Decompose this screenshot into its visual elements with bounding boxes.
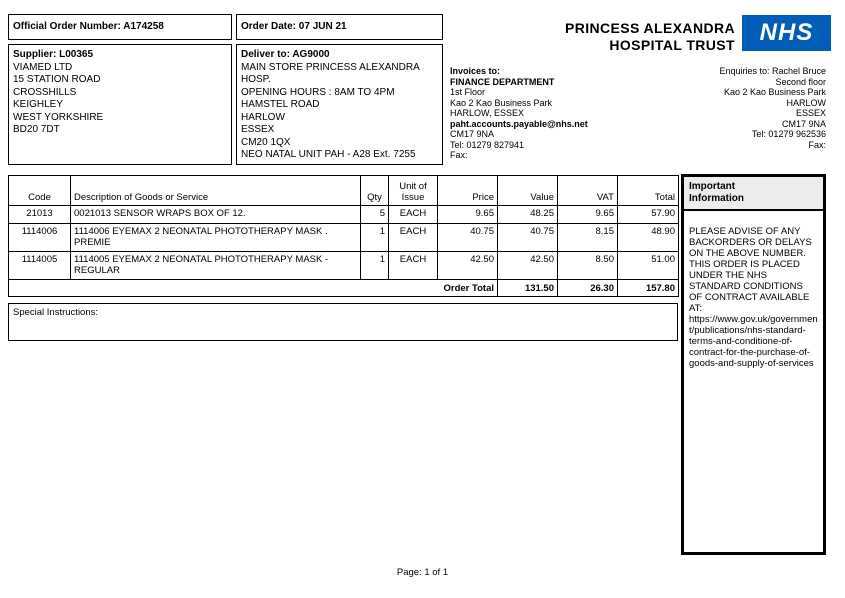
deliver-to-code: AG9000 [292,49,330,60]
col-header-description: Description of Goods or Service [71,176,361,206]
invoices-to-label: Invoices to: [450,66,501,76]
cell-unit: EACH [389,224,438,252]
supplier-address: VIAMED LTD 15 STATION ROAD CROSSHILLS KEIGHLEY WEST YORKSHIRE BD20 7DT [13,61,104,135]
col-header-code: Code [9,176,71,206]
trust-name-line2: HOSPITAL TRUST [609,37,735,53]
deliver-to-label: Deliver to: [241,49,290,60]
col-header-value: Value [498,176,558,206]
invoices-to-lines: FINANCE DEPARTMENT 1st Floor Kao 2 Kao Business Park HARLOW, ESSEX paht.accounts.payable@nhs.net CM17 9NA Tel: 01279 827941 Fax: [450,76,588,160]
cell-vat: 8.15 [558,224,618,252]
enquiries-to-lines: Second floor Kao 2 Kao Business Park HARLOW ESSEX CM17 9NA Tel: 01279 962536 Fax: [723,76,826,150]
order-total-label: Order Total [9,280,498,297]
important-information-body: PLEASE ADVISE OF ANY BACKORDERS OR DELAYS ON THE ABOVE NUMBER. THIS ORDER IS PLACED UNDER THE NHS STANDARD CONDITIONS OF CONTRACT AVAILABLE AT: https://www.gov.uk/government/publications/nhs-standard-terms-and-conditione-of-contract-for-the-purchase-of-goods-and-supply-of-services [689,226,818,369]
order-date-label: Order Date: [241,21,297,32]
page-indicator: Page: 1 of 1 [396,567,449,578]
cell-value: 40.75 [498,224,558,252]
cell-unit: EACH [389,252,438,280]
order-total-vat: 26.30 [558,280,618,297]
cell-price: 40.75 [438,224,498,252]
col-header-vat: VAT [558,176,618,206]
special-instructions-box [8,303,678,341]
cell-price: 42.50 [438,252,498,280]
cell-qty: 5 [361,206,389,224]
cell-qty: 1 [361,224,389,252]
cell-total: 48.90 [618,224,679,252]
cell-description: 0021013 SENSOR WRAPS BOX OF 12. [71,206,361,224]
order-number-value: A174258 [123,21,164,32]
trust-name-line1: PRINCESS ALEXANDRA [564,20,735,36]
deliver-to-box [236,44,443,165]
col-header-total: Total [618,176,679,206]
cell-description: 1114005 EYEMAX 2 NEONATAL PHOTOTHERAPY MASK - REGULAR [71,252,361,280]
cell-total: 51.00 [618,252,679,280]
order-total-total: 157.80 [618,280,679,297]
enquiries-to-label: Enquiries to: Rachel Bruce [719,66,826,76]
cell-vat: 8.50 [558,252,618,280]
supplier-label: Supplier: [13,49,57,60]
table-row [9,206,679,224]
order-number-label: Official Order Number: [13,21,121,32]
col-header-unit: Unit of Issue [389,176,438,206]
col-header-price: Price [438,176,498,206]
special-instructions-label: Special Instructions: [13,307,99,318]
enquiries-to-block [596,66,826,150]
cell-description: 1114006 EYEMAX 2 NEONATAL PHOTOTHERAPY MASK . PREMIE [71,224,361,252]
deliver-to-address: MAIN STORE PRINCESS ALEXANDRA HOSP. OPENING HOURS : 8AM TO 4PM HAMSTEL ROAD HARLOW ESSEX CM20 1QX NEO NATAL UNIT PAH - A28 Ext. 7255 [241,61,420,160]
cell-code: 21013 [9,206,71,224]
order-total-value: 131.50 [498,280,558,297]
cell-vat: 9.65 [558,206,618,224]
cell-value: 48.25 [498,206,558,224]
cell-total: 57.90 [618,206,679,224]
cell-qty: 1 [361,252,389,280]
important-information-box [681,174,826,555]
trust-name [500,20,735,54]
cell-price: 9.65 [438,206,498,224]
order-date-value: 07 JUN 21 [298,21,347,32]
cell-code: 1114006 [9,224,71,252]
col-header-qty: Qty [361,176,389,206]
order-number-box [8,14,232,40]
order-items-table [8,175,679,297]
order-date-box [236,14,443,40]
table-header-row [9,176,679,206]
supplier-code: L00365 [59,49,94,60]
cell-unit: EACH [389,206,438,224]
supplier-title [13,49,227,62]
important-information-title: Important Information [684,177,823,211]
supplier-box [8,44,232,165]
table-row [9,224,679,252]
table-row [9,252,679,280]
order-total-row [9,280,679,297]
nhs-logo-icon: NHS [742,15,831,51]
cell-code: 1114005 [9,252,71,280]
cell-value: 42.50 [498,252,558,280]
deliver-to-title [241,49,438,62]
